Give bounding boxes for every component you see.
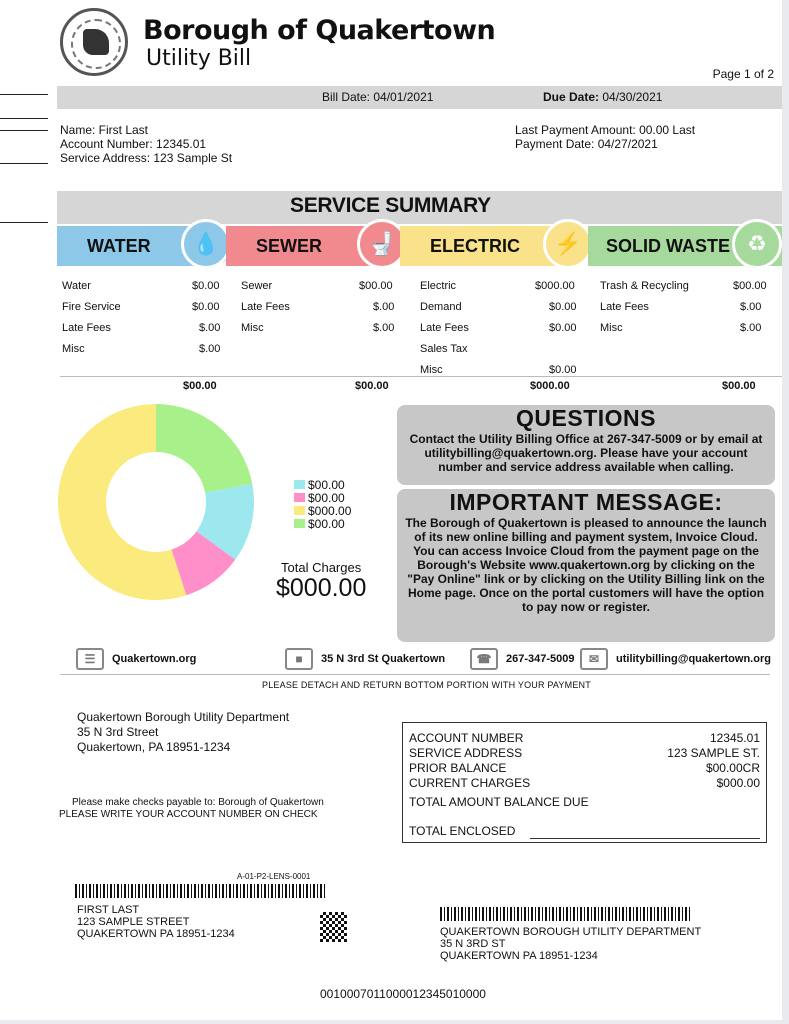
last-payment-info: Last Payment Amount: 00.00 Last Payment Date: 04/27/2021	[515, 123, 696, 151]
tab-sewer: SEWER	[226, 226, 401, 266]
questions-box	[397, 405, 775, 485]
remit-to-address: QUAKERTOWN BOROUGH UTILITY DEPARTMENT 35 N 3RD ST QUAKERTOWN PA 18951-1234	[440, 926, 702, 962]
donut-slice-solid-waste	[156, 404, 252, 493]
stub-current-row: CURRENT CHARGES $000.00	[409, 776, 760, 790]
page-number: Page 1 of 2	[712, 67, 774, 81]
water-total: $00.00	[183, 380, 217, 392]
remit-barcode	[440, 907, 690, 921]
stub-account-row: ACCOUNT NUMBER 12345.01	[409, 731, 760, 745]
customer-info: Name: First Last Account Number: 12345.01 Service Address: 123 Sample St	[60, 123, 233, 165]
sewer-total: $00.00	[355, 380, 389, 392]
legend-item: $000.00	[294, 504, 351, 517]
payment-stub	[402, 722, 767, 843]
contact-website: ☰ Quakertown.org	[76, 648, 196, 670]
qr-code	[320, 912, 347, 942]
recycle-icon: ♻	[732, 219, 782, 269]
scan-line: 0010007011000012345010000	[320, 987, 486, 1001]
stub-address-row: SERVICE ADDRESS 123 SAMPLE ST.	[409, 746, 760, 760]
solid-waste-total: $00.00	[722, 380, 756, 392]
service-summary-title: SERVICE SUMMARY	[290, 194, 491, 217]
due-date: Due Date: 04/30/2021	[543, 90, 663, 104]
stub-total-due-row: TOTAL AMOUNT BALANCE DUE	[409, 795, 589, 809]
stub-enclosed-row: TOTAL ENCLOSED	[409, 824, 760, 839]
utility-bill-page: Borough of Quakertown Utility Bill Page 1 of 2 Bill Date: 04/01/2021 Due Date: 04/30/2021 Name: First Last Account Number: 12345.01 Service Address: 123 Sample St Last Payment Amount: 00.00 Last Payment Date: 04/27/2021 SERVICE SUMMARY WATER 💧 SEWER 🚽 ELECTRIC ⚡ SOLID WASTE ♻ Water $0.00 Fire Service $0.00 Late Fees $.00 Misc $.00 Sewer $00.00 Late Fees $.00 Misc $.00 Electric $000.00 Demand $0.00 Late Fees $0.00 Sales Tax Misc $0.00 Trash & Recycling $00.00 Late Fees $.00 Misc $.00 $00.00 $00.00 $000.00 $00.00 $00.00 $00.00 $000.00 $00.00 Total Charges $000.00 QUESTIONS Contact the Utility Billing Office at 267-347-5009 or by email at utilitybilling@quakertown.org. Please have your account number and service address available when calling. IMPORTANT MESSAGE: The Borough of Quakertown is pleased to announce the launch of its new online billing and payment system, Invoice Cloud. You can access Invoice Cloud from the payment page on the Borough's Website www.quakertown.org by clicking on the "Pay Online" link or by clicking on the Utility Billing link on the Home page. Once on the portal customers will have the option to pay now or register. ☰ Quakertown.org ■ 35 N 3rd St Quakertown ☎ 267-347-5009 ✉ utilitybilling@quakertown.org PLEASE DETACH AND RETURN BOTTOM PORTION WITH YOUR PAYMENT Quakertown Borough Utility Department 35 N 3rd Street Quakertown, PA 18951-1234 Please make checks payable to: Borough of Quakertown PLEASE WRITE YOUR ACCOUNT NUMBER ON CHECK ACCOUNT NUMBER 12345.01 SERVICE ADDRESS 123 SAMPLE ST. PRIOR BALANCE $00.00CR CURRENT CHARGES $000.00 TOTAL AMOUNT BALANCE DUE TOTAL ENCLOSED A-01-P2-LENS-0001 FIRST LAST 123 SAMPLE STREET QUAKERTOWN PA 18951-1234 QUAKERTOWN BOROUGH UTILITY DEPARTMENT 35 N 3RD ST QUAKERTOWN PA 18951-1234 0010007011000012345010000	[0, 0, 782, 1020]
detach-line	[60, 674, 770, 675]
total-charges-value: $000.00	[276, 574, 367, 602]
contact-address: ■ 35 N 3rd St Quakertown	[285, 648, 445, 670]
remit-from-address: Quakertown Borough Utility Department 35 N 3rd Street Quakertown, PA 18951-1234	[77, 710, 290, 754]
bill-date: Bill Date: 04/01/2021	[322, 90, 434, 104]
tab-water: WATER	[57, 226, 232, 266]
questions-text: Contact the Utility Billing Office at 267-347-5009 or by email at utilitybilling@quakertown.org. Please have your account number and service address available when calling.	[409, 432, 763, 474]
legend-item: $00.00	[294, 491, 351, 504]
borough-seal-logo	[60, 8, 128, 76]
email-icon: ✉	[580, 648, 608, 670]
legend-item: $00.00	[294, 478, 351, 491]
tab-solid-waste: SOLID WASTE	[588, 226, 782, 266]
summary-divider	[60, 376, 782, 377]
lightning-icon: ⚡	[543, 219, 593, 269]
detach-instruction: PLEASE DETACH AND RETURN BOTTOM PORTION WITH YOUR PAYMENT	[262, 680, 591, 690]
phone-icon: ☎	[470, 648, 498, 670]
important-text: The Borough of Quakertown is pleased to announce the launch of its new online billing and payment system, Invoice Cloud. You can access Invoice Cloud from the payment page on the Borough's Website www.quakertown.org by clicking on the "Pay Online" link or by clicking on the Utility Billing link on the Home page. Once on the portal customers will have the option to pay now or register.	[405, 516, 767, 614]
mail-code: A-01-P2-LENS-0001	[237, 872, 311, 881]
legend-item: $00.00	[294, 517, 351, 530]
contact-email: ✉ utilitybilling@quakertown.org	[580, 648, 771, 670]
mailing-barcode	[75, 884, 327, 898]
write-account-number: PLEASE WRITE YOUR ACCOUNT NUMBER ON CHECK	[59, 809, 318, 820]
mailto-address: FIRST LAST 123 SAMPLE STREET QUAKERTOWN PA 18951-1234	[77, 904, 235, 940]
electric-total: $000.00	[530, 380, 570, 392]
tab-electric: ELECTRIC	[400, 226, 588, 266]
borough-title: Borough of Quakertown	[143, 15, 496, 46]
web-browser-icon: ☰	[76, 648, 104, 670]
contact-phone: ☎ 267-347-5009	[470, 648, 575, 670]
stub-prior-row: PRIOR BALANCE $00.00CR	[409, 761, 760, 775]
building-icon: ■	[285, 648, 313, 670]
bill-subtitle: Utility Bill	[146, 46, 252, 71]
important-message-box	[397, 489, 775, 642]
important-title: IMPORTANT MESSAGE:	[449, 489, 723, 515]
water-drop-icon: 💧	[181, 219, 231, 269]
charges-donut-chart	[57, 403, 255, 601]
total-charges-label: Total Charges	[281, 560, 362, 575]
questions-title: QUESTIONS	[516, 405, 656, 431]
checks-payable: Please make checks payable to: Borough of Quakertown	[72, 797, 324, 808]
toilet-icon: 🚽	[357, 219, 407, 269]
chart-legend	[294, 478, 351, 530]
